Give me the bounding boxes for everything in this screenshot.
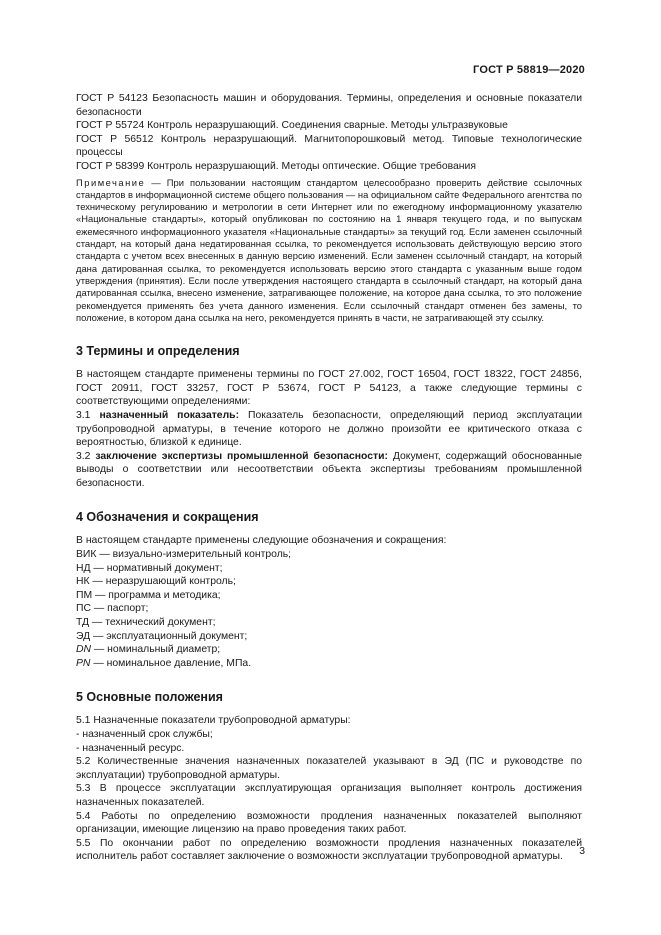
reference-item <box>76 133 582 160</box>
abbreviation-item <box>76 602 582 616</box>
abbreviation-item <box>76 616 582 630</box>
abbreviation-item <box>76 643 582 657</box>
abbreviation: ТД <box>76 617 90 629</box>
abbreviation: НК <box>76 576 90 588</box>
term-3-1 <box>76 409 582 450</box>
section-4-intro: В настоящем стандарте применены следующие обозначения и сокращения: <box>76 535 447 547</box>
abbreviation-meaning: — неразрушающий контроль; <box>89 576 236 588</box>
clause-5-1-item: - назначенный срок службы; <box>76 729 213 740</box>
abbreviation-meaning: — нормативный документ; <box>90 562 223 574</box>
reference-item <box>76 92 582 119</box>
clause-5-3: 5.3 В процессе эксплуатации эксплуатирующая организация выполняет контроль достижения назначенных показателей. <box>76 783 582 808</box>
reference-text: ГОСТ Р 56512 Контроль неразрушающий. Магнитопорошковый метод. Типовые технологические процессы <box>76 133 582 159</box>
abbreviation: ПС <box>76 603 91 615</box>
clause-5-1-item: - назначенный ресурс. <box>76 742 185 754</box>
abbreviation-meaning: — номинальный диаметр; <box>91 644 221 656</box>
reference-text: ГОСТ Р 55724 Контроль неразрушающий. Соединения сварные. Методы ультразвуковые <box>76 120 508 132</box>
abbreviation-meaning: — паспорт; <box>90 603 149 615</box>
abbreviation: ПМ <box>76 589 93 601</box>
abbreviation-meaning: — визуально-измерительный контроль; <box>96 549 292 561</box>
page-content <box>76 92 582 864</box>
abbreviation: ВИК <box>76 549 97 561</box>
abbreviation: PN <box>76 657 91 669</box>
abbreviation-item <box>76 589 582 603</box>
abbreviation-item <box>76 630 582 644</box>
standard-code-header: ГОСТ Р 58819—2020 <box>473 64 585 76</box>
abbreviation: DN <box>76 644 92 656</box>
abbreviation-meaning: — номинальное давление, МПа. <box>90 657 252 669</box>
abbreviation-meaning: — эксплуатационный документ; <box>90 630 248 642</box>
abbreviation: ЭД <box>76 630 91 642</box>
abbreviation-item <box>76 575 582 589</box>
reference-item <box>76 119 582 133</box>
page-number: 3 <box>579 846 585 857</box>
term-definition: Документ, содержащий обоснованные выводы о соответствии или несоответствии объекта экспертизы требованиям промышленной безопасности. <box>76 450 582 489</box>
term-number: 3.1 <box>76 409 91 421</box>
abbreviation-item <box>76 562 582 576</box>
abbreviations-list <box>76 548 582 670</box>
note-paragraph <box>76 177 582 325</box>
clause-5-2: 5.2 Количественные значения назначенных показателей указывают в ЭД (ПС и руководстве по эксплуатации) трубопроводной арматуры. <box>76 756 582 781</box>
term-name: заключение экспертизы промышленной безопасности: <box>95 450 388 462</box>
abbreviation-meaning: — технический документ; <box>89 617 216 629</box>
section-5-title: 5 Основные положения <box>76 690 223 705</box>
abbreviation-item <box>76 548 582 562</box>
reference-item <box>76 160 582 174</box>
abbreviation-meaning: — программа и методика; <box>92 589 221 601</box>
reference-text: ГОСТ Р 54123 Безопасность машин и оборудования. Термины, определения и основные показатели безопасности <box>76 93 582 118</box>
section-4-title: 4 Обозначения и сокращения <box>76 510 259 525</box>
clause-5-5: 5.5 По окончании работ по определению возможности продления назначенных показателей исполнитель работ составляет заключение о возможности эксплуатации трубопроводной арматуры. <box>76 837 582 863</box>
note-text: — При пользовании настоящим стандартом целесообразно проверить действие ссылочных стандартов в информационной системе общего пользования — на официальном сайте Федерального агентства по техническому регулированию и метрологии в сети Интернет или по ежегодному информационному указателю «Национальные стандарты», который опубликован по состоянию на 1 января текущего года, и по выпускам ежемесячного информационного указателя «Национальные стандарты» за текущий год. Если заменен ссылочный стандарт, на который дана недатированная ссылка, то рекомендуется использовать действующую версию этого стандарта с учетом всех внесенных в данную версию изменений. Если заменен ссылочный стандарт, на который дана датированная ссылка, то рекомендуется использовать версию этого стандарта с указанным выше годом утверждения (принятия). Если после утверждения настоящего стандарта в ссылочный стандарт, на который дана датированная ссылка, внесено изменение, затрагивающее положение, на которое дана ссылка, то это положение рекомендуется применять без учета данного изменения. Если ссылочный стандарт отменен без замены, то положение, в котором дана ссылка на него, рекомендуется принять в части, не затрагивающей эту ссылку. <box>76 176 582 323</box>
term-number: 3.2 <box>76 450 91 462</box>
abbreviation: НД <box>76 562 91 574</box>
abbreviation-item <box>76 657 582 671</box>
section-3-intro: В настоящем стандарте применены термины по ГОСТ 27.002, ГОСТ 16504, ГОСТ 18322, ГОСТ 24856, ГОСТ 20911, ГОСТ 33257, ГОСТ Р 53674, ГОСТ Р 54123, а также следующие термины с соответствующими определениями: <box>76 369 582 408</box>
clause-5-1: 5.1 Назначенные показатели трубопроводной арматуры: <box>76 715 351 727</box>
normative-references-list <box>76 92 582 174</box>
term-3-2 <box>76 450 582 491</box>
reference-text: ГОСТ Р 58399 Контроль неразрушающий. Методы оптические. Общие требования <box>76 160 476 172</box>
term-definition: Показатель безопасности, определяющий период эксплуатации трубопроводной арматуры, в течение которого не должно произойти ее критического отказа с вероятностью, близкой к единице. <box>76 409 582 449</box>
term-name: назначенный показатель: <box>99 409 240 421</box>
section-3-title: 3 Термины и определения <box>76 344 240 359</box>
note-label: Примечание <box>76 176 146 188</box>
clause-5-4: 5.4 Работы по определению возможности продления назначенных показателей выполняют организации, имеющие лицензию на право проведения таких работ. <box>76 810 582 836</box>
